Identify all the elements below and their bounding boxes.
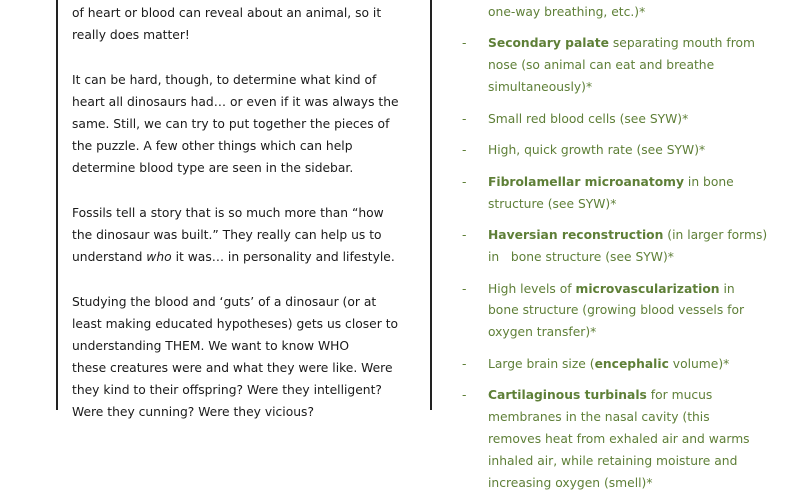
text-line: Small red blood cells (see SYW)* [488, 111, 689, 126]
sidebar-column [430, 0, 800, 490]
list-item [462, 279, 800, 344]
text-line [488, 279, 800, 301]
list-dash: - [462, 388, 467, 403]
text-line [72, 246, 442, 268]
list-dash: - [462, 174, 467, 189]
text-line: High, quick growth rate (see SYW)* [488, 143, 706, 158]
main-text-column [56, 0, 442, 419]
text-segment: it was… in personality and lifestyle. [171, 250, 395, 264]
text-line: simultaneously)* [488, 79, 593, 94]
term-microvascularization: microvascularization [575, 281, 720, 296]
paragraph-fossils-story [72, 202, 442, 268]
text-line: one-way breathing, etc.)* [488, 4, 646, 19]
text-line: inhaled air, while retaining moisture and [488, 453, 738, 468]
text-line [488, 172, 800, 194]
text-segment: for mucus [646, 388, 713, 403]
list-item [462, 33, 800, 98]
list-item [462, 0, 800, 24]
list-dash: - [462, 143, 467, 158]
list-item [462, 385, 800, 494]
list-item [462, 109, 800, 131]
text-line: determine blood type are seen in the sidebar. [72, 161, 354, 175]
list-item [462, 225, 800, 269]
text-line: the dinosaur was built.” They really can help us to [72, 228, 382, 242]
text-segment: separating mouth from [608, 36, 755, 51]
text-line: removes heat from exhaled air and warms [488, 431, 750, 446]
text-line [488, 33, 800, 55]
text-line: the puzzle. A few other things which can help [72, 139, 353, 153]
term-haversian: Haversian reconstruction [488, 228, 664, 243]
text-line [488, 385, 800, 407]
text-line: membranes in the nasal cavity (this [488, 410, 710, 425]
text-line: Fossils tell a story that is so much more than “how [72, 206, 384, 220]
emphasis-who: who [146, 250, 172, 264]
text-line: increasing oxygen (smell)* [488, 475, 653, 490]
list-item [462, 140, 800, 162]
list-dash: - [462, 111, 467, 126]
term-secondary-palate: Secondary palate [488, 36, 609, 51]
paragraph-blood-reveals [72, 0, 442, 46]
sidebar-list [462, 0, 800, 504]
paragraph-determine-heart [72, 69, 442, 179]
list-item [462, 354, 800, 376]
term-fibrolamellar: Fibrolamellar microanatomy [488, 174, 685, 189]
text-segment: volume)* [668, 356, 730, 371]
list-dash: - [462, 356, 467, 371]
text-line: heart all dinosaurs had… or even if it was always the [72, 95, 399, 109]
text-line: understanding THEM. We want to know WHO [72, 339, 350, 353]
list-dash: - [462, 281, 467, 296]
text-segment: in bone [684, 174, 734, 189]
text-line: these creatures were and what they were like. Were [72, 361, 393, 375]
text-segment: in [719, 281, 735, 296]
text-line: nose (so animal can eat and breathe [488, 58, 715, 73]
text-line: of heart or blood can reveal about an animal, so it [72, 6, 382, 20]
text-line: same. Still, we can try to put together the pieces of [72, 117, 390, 131]
text-line: bone structure (growing blood vessels for [488, 303, 745, 318]
text-segment: High levels of [488, 281, 576, 296]
text-line: structure (see SYW)* [488, 196, 617, 211]
list-item [462, 172, 800, 216]
text-line [488, 225, 800, 247]
text-line: really does matter! [72, 28, 190, 42]
text-line: oxygen transfer)* [488, 325, 597, 340]
text-line: they kind to their offspring? Were they intelligent? [72, 383, 382, 397]
term-cartilaginous-turbinals: Cartilaginous turbinals [488, 388, 647, 403]
text-segment: understand [72, 250, 147, 264]
text-line: Studying the blood and ‘guts’ of a dinosaur (or at [72, 295, 377, 309]
text-line: in bone structure (see SYW)* [488, 249, 674, 264]
text-line: least making educated hypotheses) gets us closer to [72, 317, 399, 331]
text-segment: Large brain size ( [488, 356, 595, 371]
text-line: It can be hard, though, to determine what kind of [72, 73, 377, 87]
text-line [488, 354, 800, 376]
term-encephalic: encephalic [594, 356, 669, 371]
paragraph-studying-blood [72, 291, 442, 423]
list-dash: - [462, 228, 467, 243]
text-line: Were they cunning? Were they vicious? [72, 405, 314, 419]
list-dash: - [462, 36, 467, 51]
text-segment: (in larger forms) [663, 228, 768, 243]
